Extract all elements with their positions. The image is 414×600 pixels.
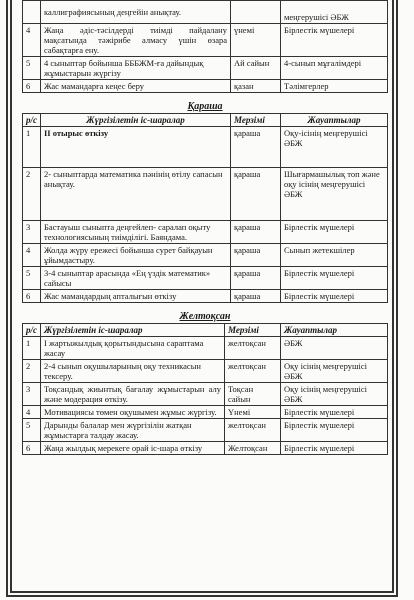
table-row [23, 1, 388, 24]
term-cell: қараша [231, 168, 281, 221]
term-cell: қараша [231, 244, 281, 267]
row-number: 6 [23, 442, 41, 455]
table-row [23, 383, 388, 406]
activity-cell: Бастауыш сыныпта деңгейлеп- саралап оқыту технологиясының тиімділігі. Баяндама. [41, 221, 231, 244]
table-row [23, 168, 388, 221]
table-row [23, 337, 388, 360]
table-row [23, 127, 388, 168]
row-number: 4 [23, 406, 41, 419]
term-cell: желтоқсан [225, 337, 281, 360]
activity-cell: Жас мамандарға кеңес беру [41, 80, 231, 93]
table-row [23, 267, 388, 290]
responsible-cell: Тәлімгерлер [281, 80, 388, 93]
term-cell: Тоқсан сайын [225, 383, 281, 406]
activity-cell: Жаңа әдіс-тәсілдерді тиімді пайдалану мақсатында тәжірибе алмасу үшін өзара сабақтарға ену. [41, 24, 231, 57]
responsible-cell: Бірлестік мүшелері [281, 406, 388, 419]
row-number: 6 [23, 80, 41, 93]
row-number: 2 [23, 168, 41, 221]
term-cell: қараша [231, 221, 281, 244]
responsible-cell: Оқу ісінің меңгерушісі ӘБЖ [281, 383, 388, 406]
section-title-zheltoksan: Желтоқсан [179, 311, 231, 322]
row-number: 5 [23, 267, 41, 290]
table-row [23, 221, 388, 244]
zheltoksan-table [22, 323, 388, 455]
row-number [23, 1, 41, 24]
term-cell: үнемі [231, 24, 281, 57]
table-row [23, 290, 388, 303]
term-cell: қараша [231, 127, 281, 168]
column-header-num: р/с [23, 324, 41, 337]
row-number: 3 [23, 221, 41, 244]
row-number: 5 [23, 57, 41, 80]
column-header-term: Мерзімі [231, 114, 281, 127]
row-number: 1 [23, 127, 41, 168]
table-row [23, 57, 388, 80]
october-table-continuation [22, 0, 388, 93]
activity-cell: Жолда жүру ережесі бойынша сурет байқауын ұйымдастыру. [41, 244, 231, 267]
row-number: 1 [23, 337, 41, 360]
table-row [23, 419, 388, 442]
row-number: 6 [23, 290, 41, 303]
responsible-cell: Шығармашылық топ және оқу ісінің меңгерушісі ӘБЖ [281, 168, 388, 221]
activity-cell: II отырыс өткізу [41, 127, 231, 168]
table-row [23, 80, 388, 93]
term-cell: Ай сайын [231, 57, 281, 80]
activity-cell: Жас мамандардың апталығын өткізу [41, 290, 231, 303]
table-header-row [23, 114, 388, 127]
column-header-term: Мерзімі [225, 324, 281, 337]
responsible-cell: Бірлестік мүшелері [281, 267, 388, 290]
table-row [23, 360, 388, 383]
responsible-cell: Бірлестік мүшелері [281, 221, 388, 244]
term-cell: қараша [231, 290, 281, 303]
section-title-karasha: Қараша [187, 101, 223, 112]
column-header-activity: Жүргізілетін іс-шаралар [41, 114, 231, 127]
responsible-cell: Сынып жетекшілер [281, 244, 388, 267]
term-cell: Желтоқсан [225, 442, 281, 455]
table-row [23, 24, 388, 57]
row-number: 4 [23, 244, 41, 267]
activity-cell: Тоқсандық жиынтық бағалау жұмыстарын алу және модерация өткізу. [41, 383, 225, 406]
term-cell: қараша [231, 267, 281, 290]
activity-cell: Дарынды балалар мен жүргізілін жатқан жұмыстарға талдау жасау. [41, 419, 225, 442]
activity-cell: Жаңа жылдық мерекеге орай іс-шара өткізу [41, 442, 225, 455]
responsible-cell: Бірлестік мүшелері [281, 290, 388, 303]
table-row [23, 244, 388, 267]
column-header-responsible: Жауаптылар [281, 324, 388, 337]
table-header-row [23, 324, 388, 337]
activity-cell: 2- сыныптарда математика пәнінің өтілу сапасын анықтау. [41, 168, 231, 221]
responsible-cell: меңгерушісі ӘБЖ [281, 1, 388, 24]
term-cell: желтоқсан [225, 419, 281, 442]
row-number: 4 [23, 24, 41, 57]
column-header-activity: Жүргізілетін іс-шаралар [41, 324, 225, 337]
table-row [23, 406, 388, 419]
responsible-cell: 4-сынып мұғалімдері [281, 57, 388, 80]
term-cell: қазан [231, 80, 281, 93]
responsible-cell: Оқу-ісінің меңгерушісі ӘБЖ [281, 127, 388, 168]
term-cell [231, 1, 281, 24]
table-row [23, 442, 388, 455]
content [22, 0, 388, 455]
activity-cell: 4 сыныптар бойынша БББЖМ-ға дайындық жұмыстарын жүргізу [41, 57, 231, 80]
responsible-cell: ӘБЖ [281, 337, 388, 360]
karasha-table [22, 113, 388, 303]
row-number: 5 [23, 419, 41, 442]
column-header-responsible: Жауаптылар [281, 114, 388, 127]
responsible-cell: Бірлестік мүшелері [281, 442, 388, 455]
activity-cell: 2-4 сынып оқушыларының оқу техникасын тексеру. [41, 360, 225, 383]
activity-cell: 3-4 сыныптар арасында «Ең үздік математик» сайысы [41, 267, 231, 290]
row-number: 2 [23, 360, 41, 383]
row-number: 3 [23, 383, 41, 406]
responsible-cell: Бірлестік мүшелері [281, 419, 388, 442]
term-cell: желтоқсан [225, 360, 281, 383]
activity-cell: Мотивациясы төмен оқушымен жұмыс жүргізу. [41, 406, 225, 419]
column-header-num: р/с [23, 114, 41, 127]
activity-cell: каллиграфиясының деңгейін анықтау. [41, 1, 231, 24]
responsible-cell: Бірлестік мүшелері [281, 24, 388, 57]
responsible-cell: Оқу ісінің меңгерушісі ӘБЖ [281, 360, 388, 383]
activity-cell: I жартыжылдық қорытындысына сараптама жасау [41, 337, 225, 360]
term-cell: Үнемі [225, 406, 281, 419]
